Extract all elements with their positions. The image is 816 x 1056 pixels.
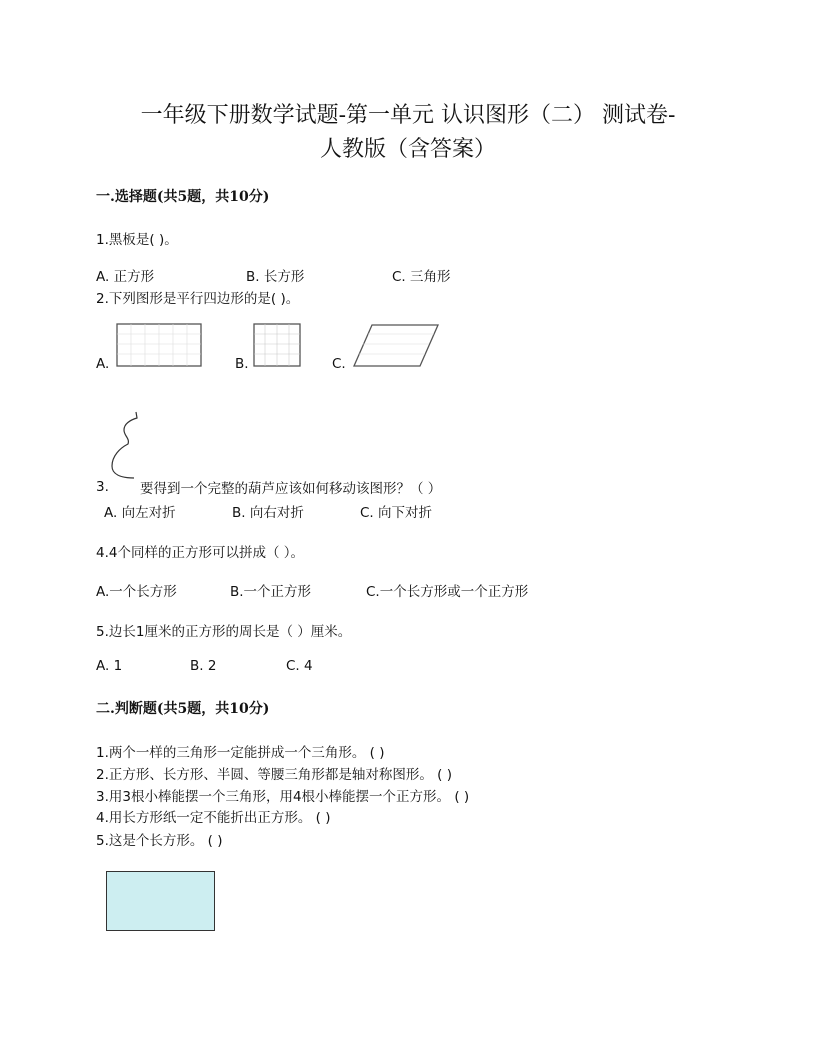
- q3-gourd-half-figure: [108, 410, 148, 482]
- page-title-line2: 人教版（含答案）: [319, 137, 496, 162]
- q2-option-b[interactable]: B.: [235, 356, 249, 372]
- q2-option-c[interactable]: C.: [332, 356, 346, 372]
- q2-figure-square: [253, 323, 303, 369]
- q1-text: 1.黑板是( )。: [96, 232, 178, 248]
- judge-item-4: 4.用长方形纸一定不能折出正方形。 ( ): [96, 810, 331, 826]
- q4-text: 4.4个同样的正方形可以拼成（ ）。: [96, 545, 305, 561]
- q5-option-c[interactable]: C. 4: [286, 658, 313, 674]
- q3-option-c[interactable]: C. 向下对折: [360, 505, 433, 521]
- q2-text: 2.下列图形是平行四边形的是( )。: [96, 291, 300, 307]
- q4-option-b[interactable]: B.一个正方形: [230, 584, 312, 600]
- section1-heading: 一.选择题(共5题，共10分): [96, 189, 270, 205]
- judge-item-5: 5.这是个长方形。 ( ): [96, 833, 223, 849]
- q4-option-c[interactable]: C.一个长方形或一个正方形: [366, 584, 529, 600]
- q3-number: 3.: [96, 479, 109, 495]
- q3-option-a[interactable]: A. 向左对折: [104, 505, 176, 521]
- judge-item-3: 3.用3根小棒能摆一个三角形，用4根小棒能摆一个正方形。 ( ): [96, 789, 470, 805]
- judge5-rectangle-figure: [106, 871, 215, 931]
- q1-option-b[interactable]: B. 长方形: [246, 269, 305, 285]
- section2-heading: 二.判断题(共5题，共10分): [96, 701, 270, 717]
- q1-option-a[interactable]: A. 正方形: [96, 269, 155, 285]
- page-title-line1: 一年级下册数学试题-第一单元 认识图形（二） 测试卷-: [140, 103, 676, 128]
- q3-text: 要得到一个完整的葫芦应该如何移动该图形？（ ）: [140, 481, 442, 497]
- q5-text: 5.边长1厘米的正方形的周长是（ ）厘米。: [96, 624, 352, 640]
- judge-item-1: 1.两个一样的三角形一定能拼成一个三角形。 ( ): [96, 745, 385, 761]
- q4-option-a[interactable]: A.一个长方形: [96, 584, 177, 600]
- q2-figure-parallelogram: [352, 323, 442, 369]
- q2-figure-rectangle: [116, 323, 204, 369]
- q3-option-b[interactable]: B. 向右对折: [232, 505, 304, 521]
- q5-option-a[interactable]: A. 1: [96, 658, 123, 674]
- q2-option-a[interactable]: A.: [96, 356, 110, 372]
- q1-option-c[interactable]: C. 三角形: [392, 269, 451, 285]
- q5-option-b[interactable]: B. 2: [190, 658, 217, 674]
- judge-item-2: 2.正方形、长方形、半圆、等腰三角形都是轴对称图形。 ( ): [96, 767, 452, 783]
